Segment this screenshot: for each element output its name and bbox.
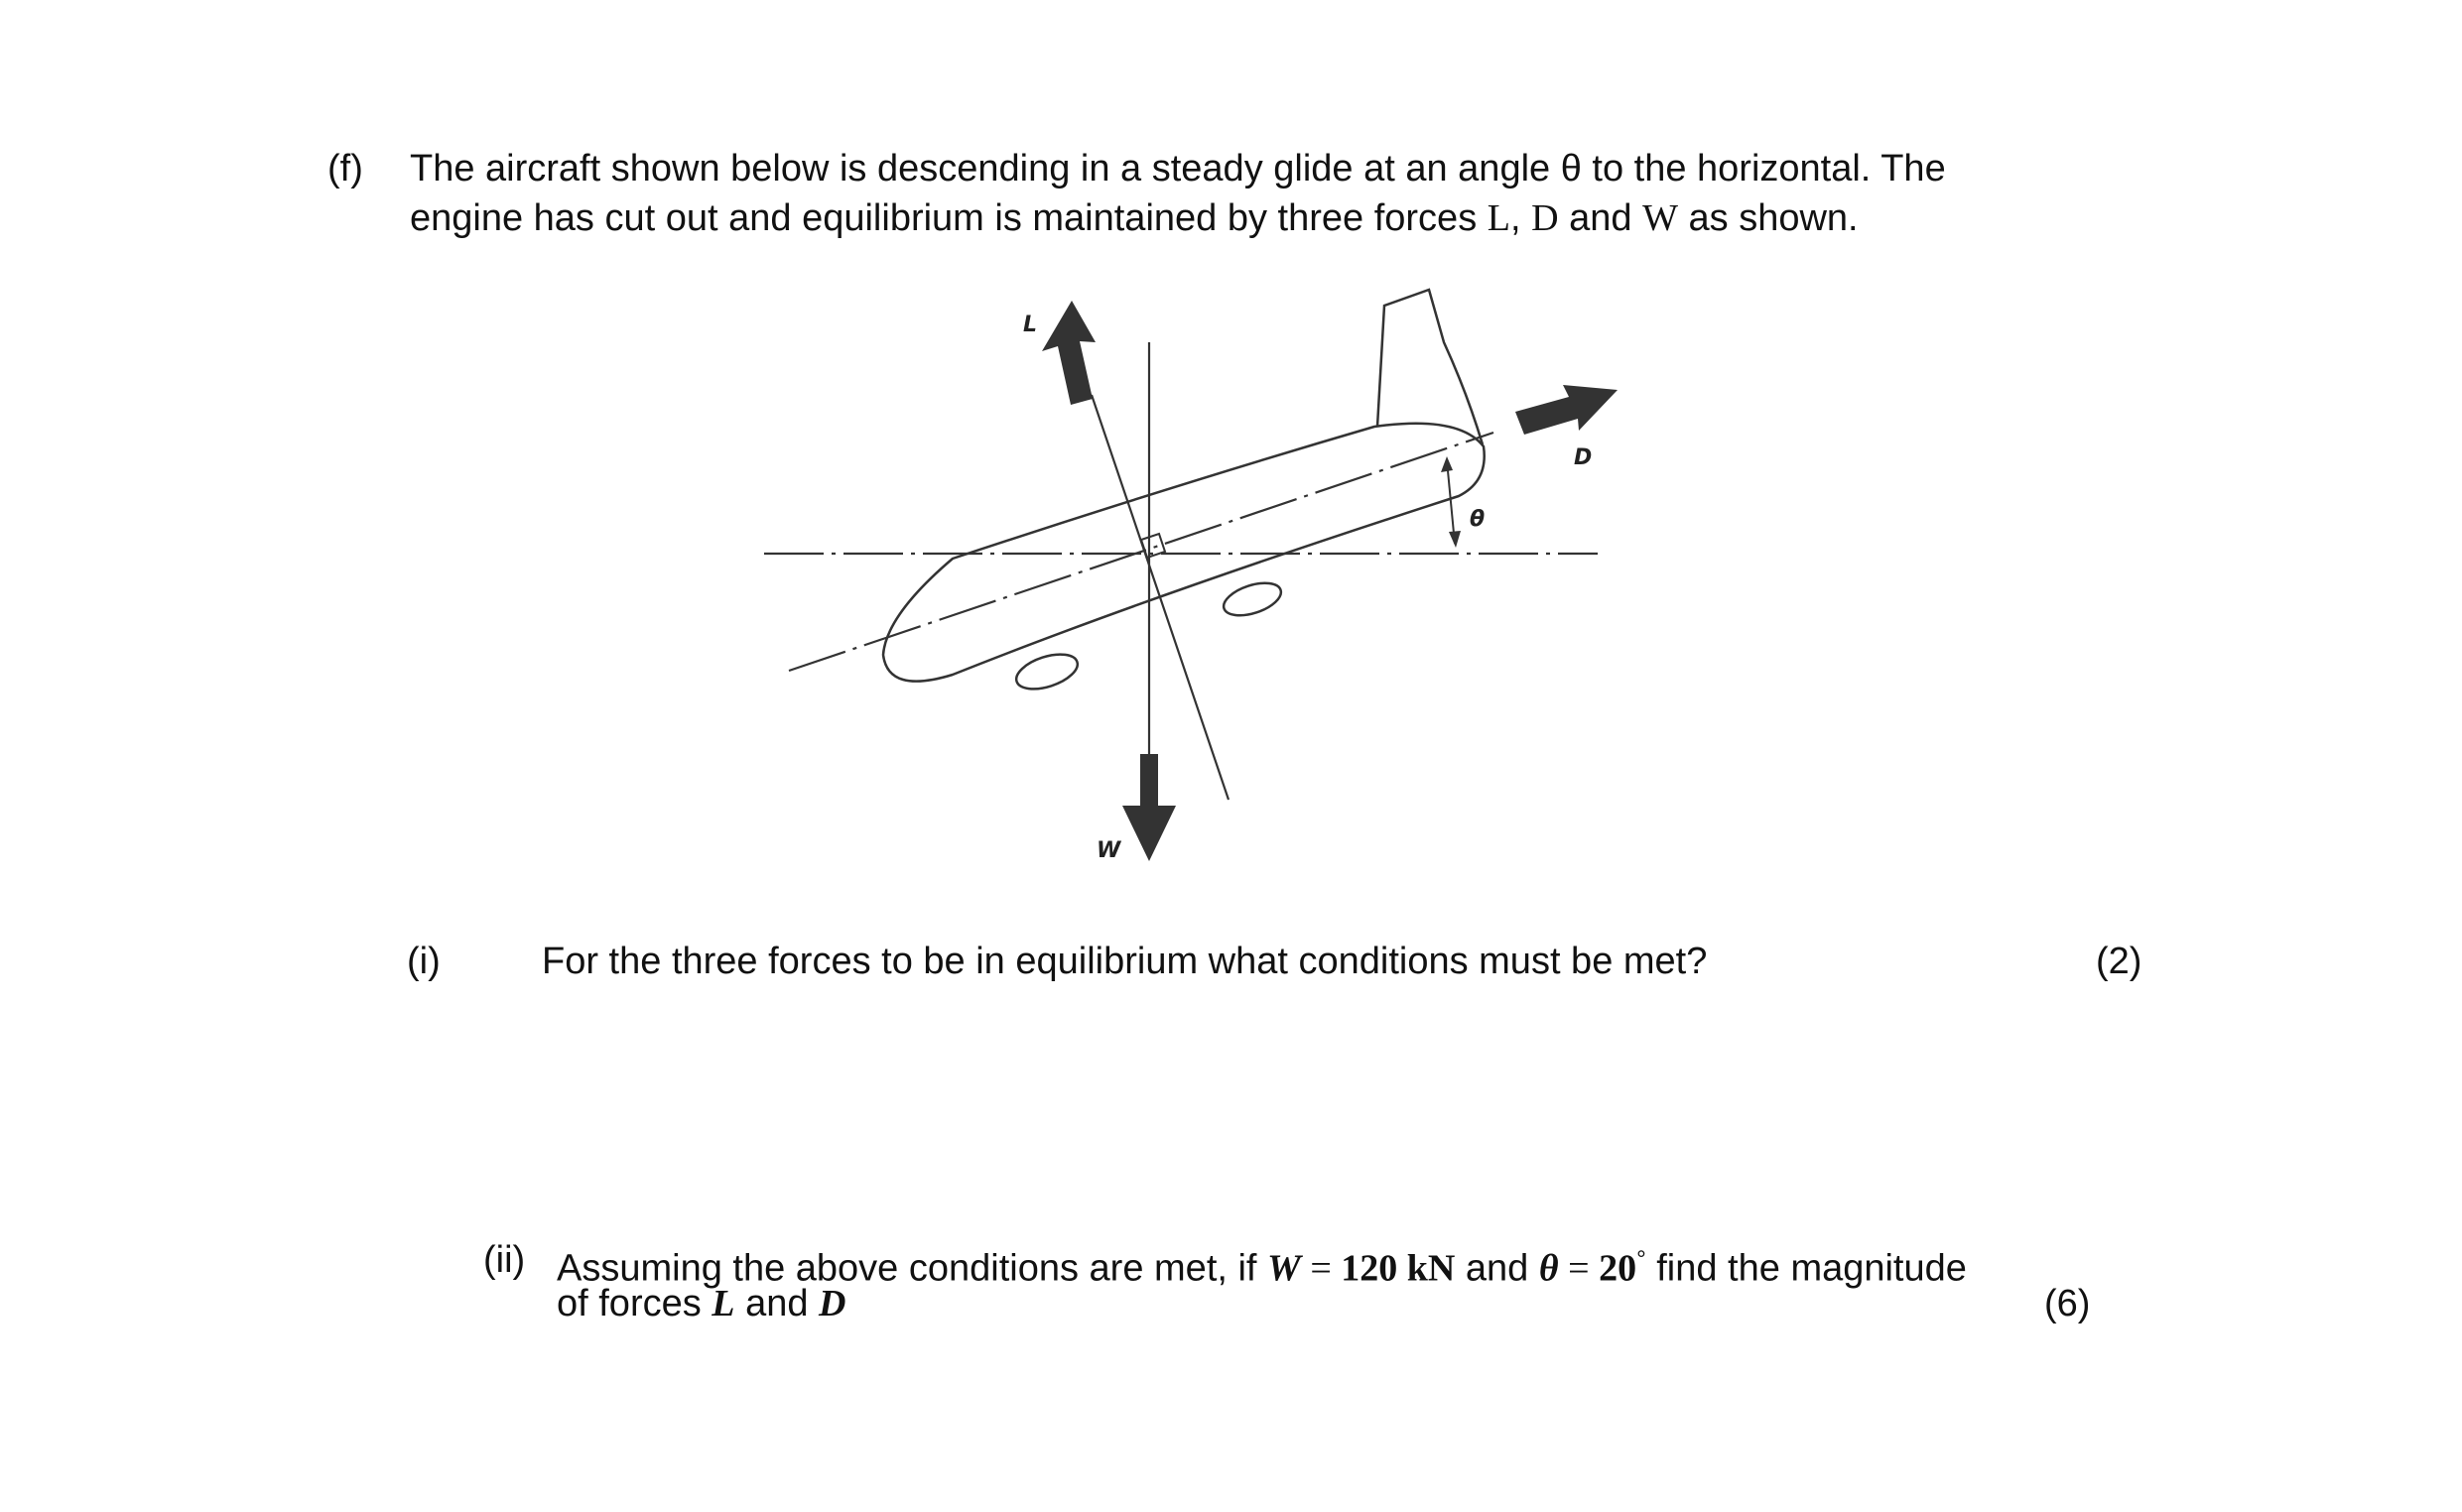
var-theta: θ xyxy=(1538,1247,1559,1290)
and2-text: and xyxy=(734,1283,820,1324)
part-ii-line1-post: find the magnitude xyxy=(1645,1247,1967,1290)
var-d: D xyxy=(819,1283,846,1324)
weight-arrow xyxy=(1122,754,1176,861)
force-w-text: W xyxy=(1642,197,1678,239)
theta-label: θ xyxy=(1470,507,1486,532)
degree-symbol: ° xyxy=(1636,1246,1646,1273)
angle-arrowhead-top xyxy=(1441,456,1453,472)
part-ii-marks: (6) xyxy=(2044,1283,2091,1324)
lift-label: L xyxy=(1023,313,1038,337)
angle-arrowhead-bottom xyxy=(1449,531,1461,548)
part-ii-line2 xyxy=(557,1280,846,1327)
tail-fin xyxy=(1377,290,1483,444)
part-ii-label: (ii) xyxy=(483,1239,526,1281)
engine-rear xyxy=(1220,576,1285,621)
force-d-text: D xyxy=(1531,197,1559,239)
engine-front xyxy=(1012,648,1082,695)
val-theta: 20 xyxy=(1599,1247,1637,1290)
drag-arrow xyxy=(1515,385,1618,435)
part-i-label: (i) xyxy=(407,941,441,982)
val-w: 120 kN xyxy=(1341,1247,1456,1290)
sep2: and xyxy=(1558,197,1643,239)
part-f-line2-pre: engine has cut out and equilibrium is maintained by three forces xyxy=(410,197,1488,239)
part-i-marks: (2) xyxy=(2096,941,2142,982)
sep1: , xyxy=(1509,197,1532,239)
part-f-line2-post: as shown. xyxy=(1677,197,1859,239)
var-l: L xyxy=(712,1283,735,1324)
eq2: = xyxy=(1558,1247,1600,1290)
lift-arrow xyxy=(1042,301,1096,405)
force-l-text: L xyxy=(1487,197,1510,239)
and-text: and xyxy=(1455,1247,1539,1290)
part-ii-line2-pre: of forces xyxy=(557,1283,713,1324)
weight-label: W xyxy=(1097,838,1121,863)
part-f-line1: The aircraft shown below is descending in a steady glide at an angle θ to the horizontal. The xyxy=(410,148,1946,189)
part-i-question: For the three forces to be in equilibrium what conditions must be met? xyxy=(542,941,1708,982)
fuselage-outline xyxy=(883,424,1485,682)
aircraft-axis-line xyxy=(789,433,1493,671)
var-w: W xyxy=(1267,1247,1301,1290)
angle-theta-marker xyxy=(1447,460,1455,544)
eq1: = xyxy=(1300,1247,1342,1290)
part-f-label: (f) xyxy=(327,148,363,189)
drag-label: D xyxy=(1574,445,1593,470)
part-ii-line1-pre: Assuming the above conditions are met, if xyxy=(557,1247,1268,1290)
